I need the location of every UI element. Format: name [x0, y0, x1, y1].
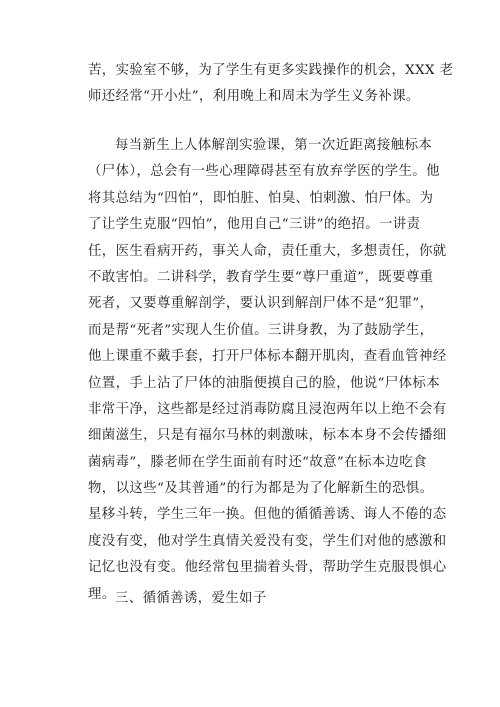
text-line: 苦，实验室不够，为了学生有更多实践操作的机会，XXX 老 — [88, 63, 454, 78]
text-line: 物，以这些“及其普通”的行为都是为了化解新生的恐惧。 — [88, 481, 434, 497]
text-line: （尸体），总会有一些心理障碍甚至有放弃学医的学生。他 — [88, 164, 440, 180]
text-line: 理。 — [88, 586, 116, 602]
text-line: 任，医生看病开药，事关人命，责任重大，多想责任，你就 — [88, 243, 447, 259]
section-heading: 三、循循善诱，爱生如子 — [115, 591, 267, 606]
text-line: 死者，又要尊重解剖学，要认识到解剖尸体不是“犯罪”， — [88, 296, 434, 312]
text-line: 位置，手上沾了尸体的油脂便摸自己的脸，他说“尸体标本 — [88, 375, 441, 391]
text-line: 将其总结为“四怕”，即怕脏、怕臭、怕刺激、怕尸体。为 — [88, 190, 434, 206]
text-line: 度没有变，他对学生真情关爱没有变，学生们对他的感激和 — [88, 533, 447, 549]
text-line: 师还经常“开小灶”，利用晚上和周末为学生义务补课。 — [88, 89, 420, 105]
text-line: 菌病毒”，滕老师在学生面前有时还“故意”在标本边吃食 — [88, 454, 427, 470]
paragraph-continuation — [88, 58, 454, 111]
text-line: 而是帮“死者”实现人生价值。三讲身教，为了鼓励学生， — [88, 322, 434, 338]
text-line: 记忆也没有变。他经常包里揣着头骨，帮助学生克服畏惧心 — [88, 560, 447, 576]
paragraph-four-fears — [88, 133, 447, 608]
text-line: 细菌滋生，只是有福尔马林的刺激味，标本本身不会传播细 — [88, 428, 447, 444]
text-line: 不敢害怕。二讲科学，教育学生要“尊尸重道”，既要尊重 — [88, 269, 434, 285]
text-line: 每当新生上人体解剖实验课，第一次近距离接触标本 — [115, 138, 433, 153]
text-line: 非常干净，这些都是经过消毒防腐且浸泡两年以上绝不会有 — [88, 401, 447, 417]
text-line: 他上课重不戴手套，打开尸体标本翻开肌肉，查看血管神经 — [88, 349, 447, 365]
text-line: 了让学生克服“四怕”，他用自己“三讲”的绝招。一讲责 — [88, 217, 421, 233]
text-line: 星移斗转，学生三年一换。但他的循循善诱、诲人不倦的态 — [88, 507, 447, 523]
